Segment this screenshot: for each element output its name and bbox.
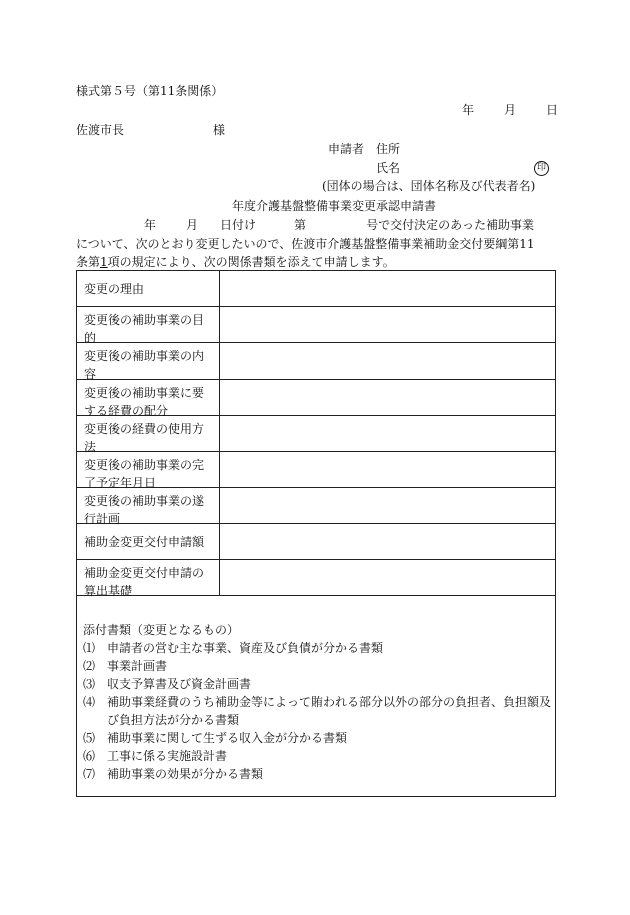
document-title: 年度介護基盤整備事業変更承認申請書 (232, 199, 437, 213)
body-line3-post: 項の規定により、次の関係書類を添えて申請します。 (107, 255, 395, 269)
table-row (77, 452, 555, 488)
list-item (83, 657, 553, 675)
row-label: 変更後の補助事業の完了予定年月日 (77, 452, 220, 487)
item-text: 工事に係る実施設計書 (107, 749, 228, 763)
item-number: ⑹ (83, 749, 96, 763)
date-year-label: 年 (462, 103, 475, 117)
row-label: 変更の理由 (77, 271, 220, 306)
table-row (77, 416, 555, 452)
table-row (77, 488, 555, 524)
row-label: 変更後の補助事業の目的 (77, 307, 220, 342)
row-label: 変更後の経費の使用方法 (77, 416, 220, 451)
seal-mark: 印 (534, 160, 549, 176)
body-line3-num: 1 (100, 255, 108, 269)
table-row (77, 560, 555, 596)
item-number: ⑵ (83, 659, 96, 673)
table-row (77, 307, 555, 343)
attachments-section (83, 621, 553, 783)
item-number: ⑴ (83, 641, 96, 655)
item-number: ⑶ (83, 677, 96, 691)
body-line3-pre: 条第 (76, 255, 101, 269)
table-row (77, 380, 555, 416)
row-label: 補助金変更交付申請額 (77, 524, 220, 559)
list-item (83, 639, 553, 657)
item-text: 補助事業に関して生ずる収入金が分かる書類 (107, 731, 348, 745)
date-month-label: 月 (504, 103, 517, 117)
body-line-3 (76, 256, 395, 268)
body-dai: 第 (294, 218, 307, 232)
table-row (77, 524, 555, 560)
list-item (83, 729, 553, 747)
item-number: ⑸ (83, 731, 96, 745)
applicant-label: 申請者 (328, 142, 365, 156)
address-label: 住所 (376, 142, 401, 156)
list-item (83, 675, 553, 693)
item-text: 補助事業経費のうち補助金等によって賄われる部分以外の部分の負担者、負担額及び負担方法が分かる書類 (107, 695, 552, 727)
row-label: 変更後の補助事業に要する経費の配分 (77, 380, 220, 415)
change-details-table (76, 270, 556, 797)
list-item (83, 765, 553, 783)
addressee: 佐渡市長 (76, 123, 125, 137)
body-line-2: について、次のとおり変更したいので、佐渡市介護基盤整備事業補助金交付要綱第11 (76, 237, 535, 251)
table-row (77, 343, 555, 380)
item-number: ⑺ (83, 767, 96, 781)
name-label: 氏名 (376, 161, 401, 175)
table-row (77, 271, 555, 307)
list-item (83, 693, 553, 729)
date-day-label: 日 (546, 103, 559, 117)
row-label: 補助金変更交付申請の算出基礎 (77, 560, 220, 595)
item-text: 申請者の営む主な事業、資産及び負債が分かる書類 (107, 641, 384, 655)
body-line1-end: 号で交付決定のあった補助事業 (366, 218, 534, 232)
item-number: ⑷ (83, 695, 96, 709)
body-line-1 (76, 219, 534, 231)
list-item (83, 747, 553, 765)
row-label: 変更後の補助事業の内容 (77, 343, 220, 379)
body-month: 月 (186, 218, 199, 232)
group-note: (団体の場合は、団体名称及び代表者名) (322, 179, 536, 193)
attachments-heading: 添付書類（変更となるもの） (83, 623, 240, 637)
item-text: 収支予算書及び資金計画書 (107, 677, 252, 691)
body-dated: 日付け (220, 218, 257, 232)
row-label: 変更後の補助事業の遂行計画 (77, 488, 220, 523)
body-year: 年 (144, 218, 157, 232)
item-text: 補助事業の効果が分かる書類 (107, 767, 264, 781)
honorific: 様 (213, 123, 226, 137)
date-line (462, 104, 558, 116)
item-text: 事業計画書 (107, 659, 168, 673)
form-number: 様式第５号（第11条関係） (76, 84, 224, 98)
